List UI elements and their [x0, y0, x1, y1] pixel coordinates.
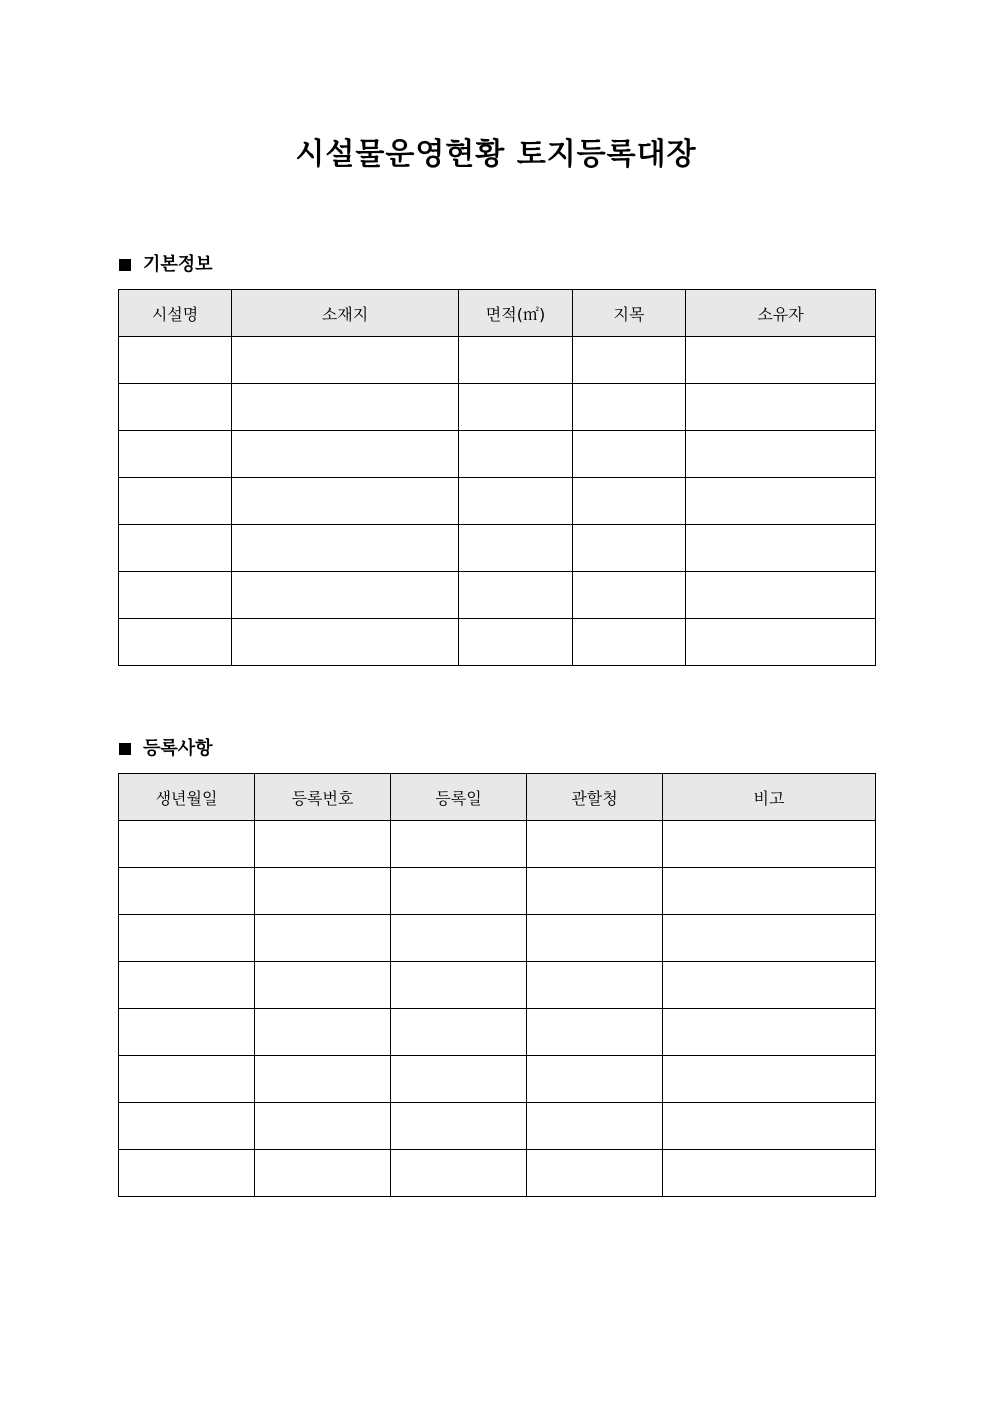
table-cell[interactable] [119, 478, 232, 525]
table-cell[interactable] [573, 431, 686, 478]
table-cell[interactable] [459, 337, 573, 384]
table-cell[interactable] [459, 431, 573, 478]
basic-info-heading-label: 기본정보 [143, 254, 213, 275]
table-cell[interactable] [232, 384, 459, 431]
table-cell[interactable] [255, 915, 391, 962]
table-cell[interactable] [663, 962, 876, 1009]
table-cell[interactable] [527, 868, 663, 915]
table-row [119, 1150, 876, 1197]
table-cell[interactable] [119, 868, 255, 915]
table-cell[interactable] [573, 478, 686, 525]
table-cell[interactable] [686, 431, 876, 478]
table-cell[interactable] [527, 1103, 663, 1150]
table-cell[interactable] [459, 478, 573, 525]
table-cell[interactable] [573, 525, 686, 572]
column-header-land-category: 지목 [573, 290, 686, 337]
table-cell[interactable] [255, 962, 391, 1009]
table-cell[interactable] [663, 1056, 876, 1103]
table-cell[interactable] [119, 1056, 255, 1103]
table-cell[interactable] [255, 1009, 391, 1056]
table-row [119, 1009, 876, 1056]
square-bullet-icon [119, 743, 131, 755]
basic-info-table [118, 289, 876, 666]
registration-heading-label: 등록사항 [143, 738, 213, 759]
table-row [119, 915, 876, 962]
table-cell[interactable] [573, 384, 686, 431]
column-header-registration-number: 등록번호 [255, 774, 391, 821]
table-cell[interactable] [119, 619, 232, 666]
table-cell[interactable] [232, 337, 459, 384]
column-header-area: 면적(㎡) [459, 290, 573, 337]
table-cell[interactable] [459, 572, 573, 619]
table-cell[interactable] [391, 962, 527, 1009]
table-cell[interactable] [255, 1103, 391, 1150]
table-header-row [119, 290, 876, 337]
table-cell[interactable] [686, 525, 876, 572]
table-cell[interactable] [663, 821, 876, 868]
table-cell[interactable] [459, 384, 573, 431]
column-header-facility-name: 시설명 [119, 290, 232, 337]
table-cell[interactable] [232, 525, 459, 572]
table-row [119, 1056, 876, 1103]
table-cell[interactable] [663, 1009, 876, 1056]
table-row [119, 525, 876, 572]
column-header-location: 소재지 [232, 290, 459, 337]
table-cell[interactable] [527, 1009, 663, 1056]
table-cell[interactable] [119, 384, 232, 431]
table-cell[interactable] [686, 337, 876, 384]
table-cell[interactable] [573, 619, 686, 666]
table-row [119, 962, 876, 1009]
table-row [119, 868, 876, 915]
table-cell[interactable] [391, 1150, 527, 1197]
table-cell[interactable] [391, 868, 527, 915]
table-cell[interactable] [686, 572, 876, 619]
table-cell[interactable] [119, 915, 255, 962]
table-cell[interactable] [573, 337, 686, 384]
table-cell[interactable] [663, 915, 876, 962]
table-cell[interactable] [391, 1009, 527, 1056]
table-cell[interactable] [527, 821, 663, 868]
table-cell[interactable] [663, 868, 876, 915]
table-cell[interactable] [232, 572, 459, 619]
table-cell[interactable] [686, 384, 876, 431]
column-header-birthdate: 생년월일 [119, 774, 255, 821]
column-header-remarks: 비고 [663, 774, 876, 821]
table-cell[interactable] [663, 1103, 876, 1150]
table-cell[interactable] [255, 1056, 391, 1103]
table-cell[interactable] [391, 1056, 527, 1103]
table-cell[interactable] [391, 915, 527, 962]
table-cell[interactable] [391, 821, 527, 868]
registration-table [118, 773, 876, 1197]
table-cell[interactable] [255, 868, 391, 915]
table-cell[interactable] [119, 1103, 255, 1150]
table-cell[interactable] [527, 962, 663, 1009]
table-cell[interactable] [255, 1150, 391, 1197]
table-cell[interactable] [119, 525, 232, 572]
table-cell[interactable] [459, 525, 573, 572]
table-cell[interactable] [119, 1150, 255, 1197]
table-cell[interactable] [232, 619, 459, 666]
table-cell[interactable] [232, 478, 459, 525]
table-header-row [119, 774, 876, 821]
column-header-owner: 소유자 [686, 290, 876, 337]
table-cell[interactable] [527, 915, 663, 962]
table-cell[interactable] [527, 1056, 663, 1103]
table-cell[interactable] [119, 431, 232, 478]
table-cell[interactable] [663, 1150, 876, 1197]
table-cell[interactable] [119, 572, 232, 619]
table-row [119, 821, 876, 868]
table-cell[interactable] [459, 619, 573, 666]
basic-info-heading [119, 253, 213, 277]
column-header-registration-date: 등록일 [391, 774, 527, 821]
column-header-jurisdiction: 관할청 [527, 774, 663, 821]
table-row [119, 1103, 876, 1150]
table-cell[interactable] [119, 337, 232, 384]
table-row [119, 478, 876, 525]
page-title: 시설물운영현황 토지등록대장 [295, 137, 697, 172]
table-cell[interactable] [527, 1150, 663, 1197]
table-cell[interactable] [119, 962, 255, 1009]
registration-heading [119, 737, 213, 761]
table-cell[interactable] [573, 572, 686, 619]
table-row [119, 384, 876, 431]
square-bullet-icon [119, 259, 131, 271]
table-cell[interactable] [686, 478, 876, 525]
table-row [119, 337, 876, 384]
table-cell[interactable] [255, 821, 391, 868]
table-cell[interactable] [391, 1103, 527, 1150]
table-cell[interactable] [232, 431, 459, 478]
table-cell[interactable] [686, 619, 876, 666]
table-row [119, 572, 876, 619]
table-cell[interactable] [119, 1009, 255, 1056]
table-cell[interactable] [119, 821, 255, 868]
table-row [119, 619, 876, 666]
table-row [119, 431, 876, 478]
